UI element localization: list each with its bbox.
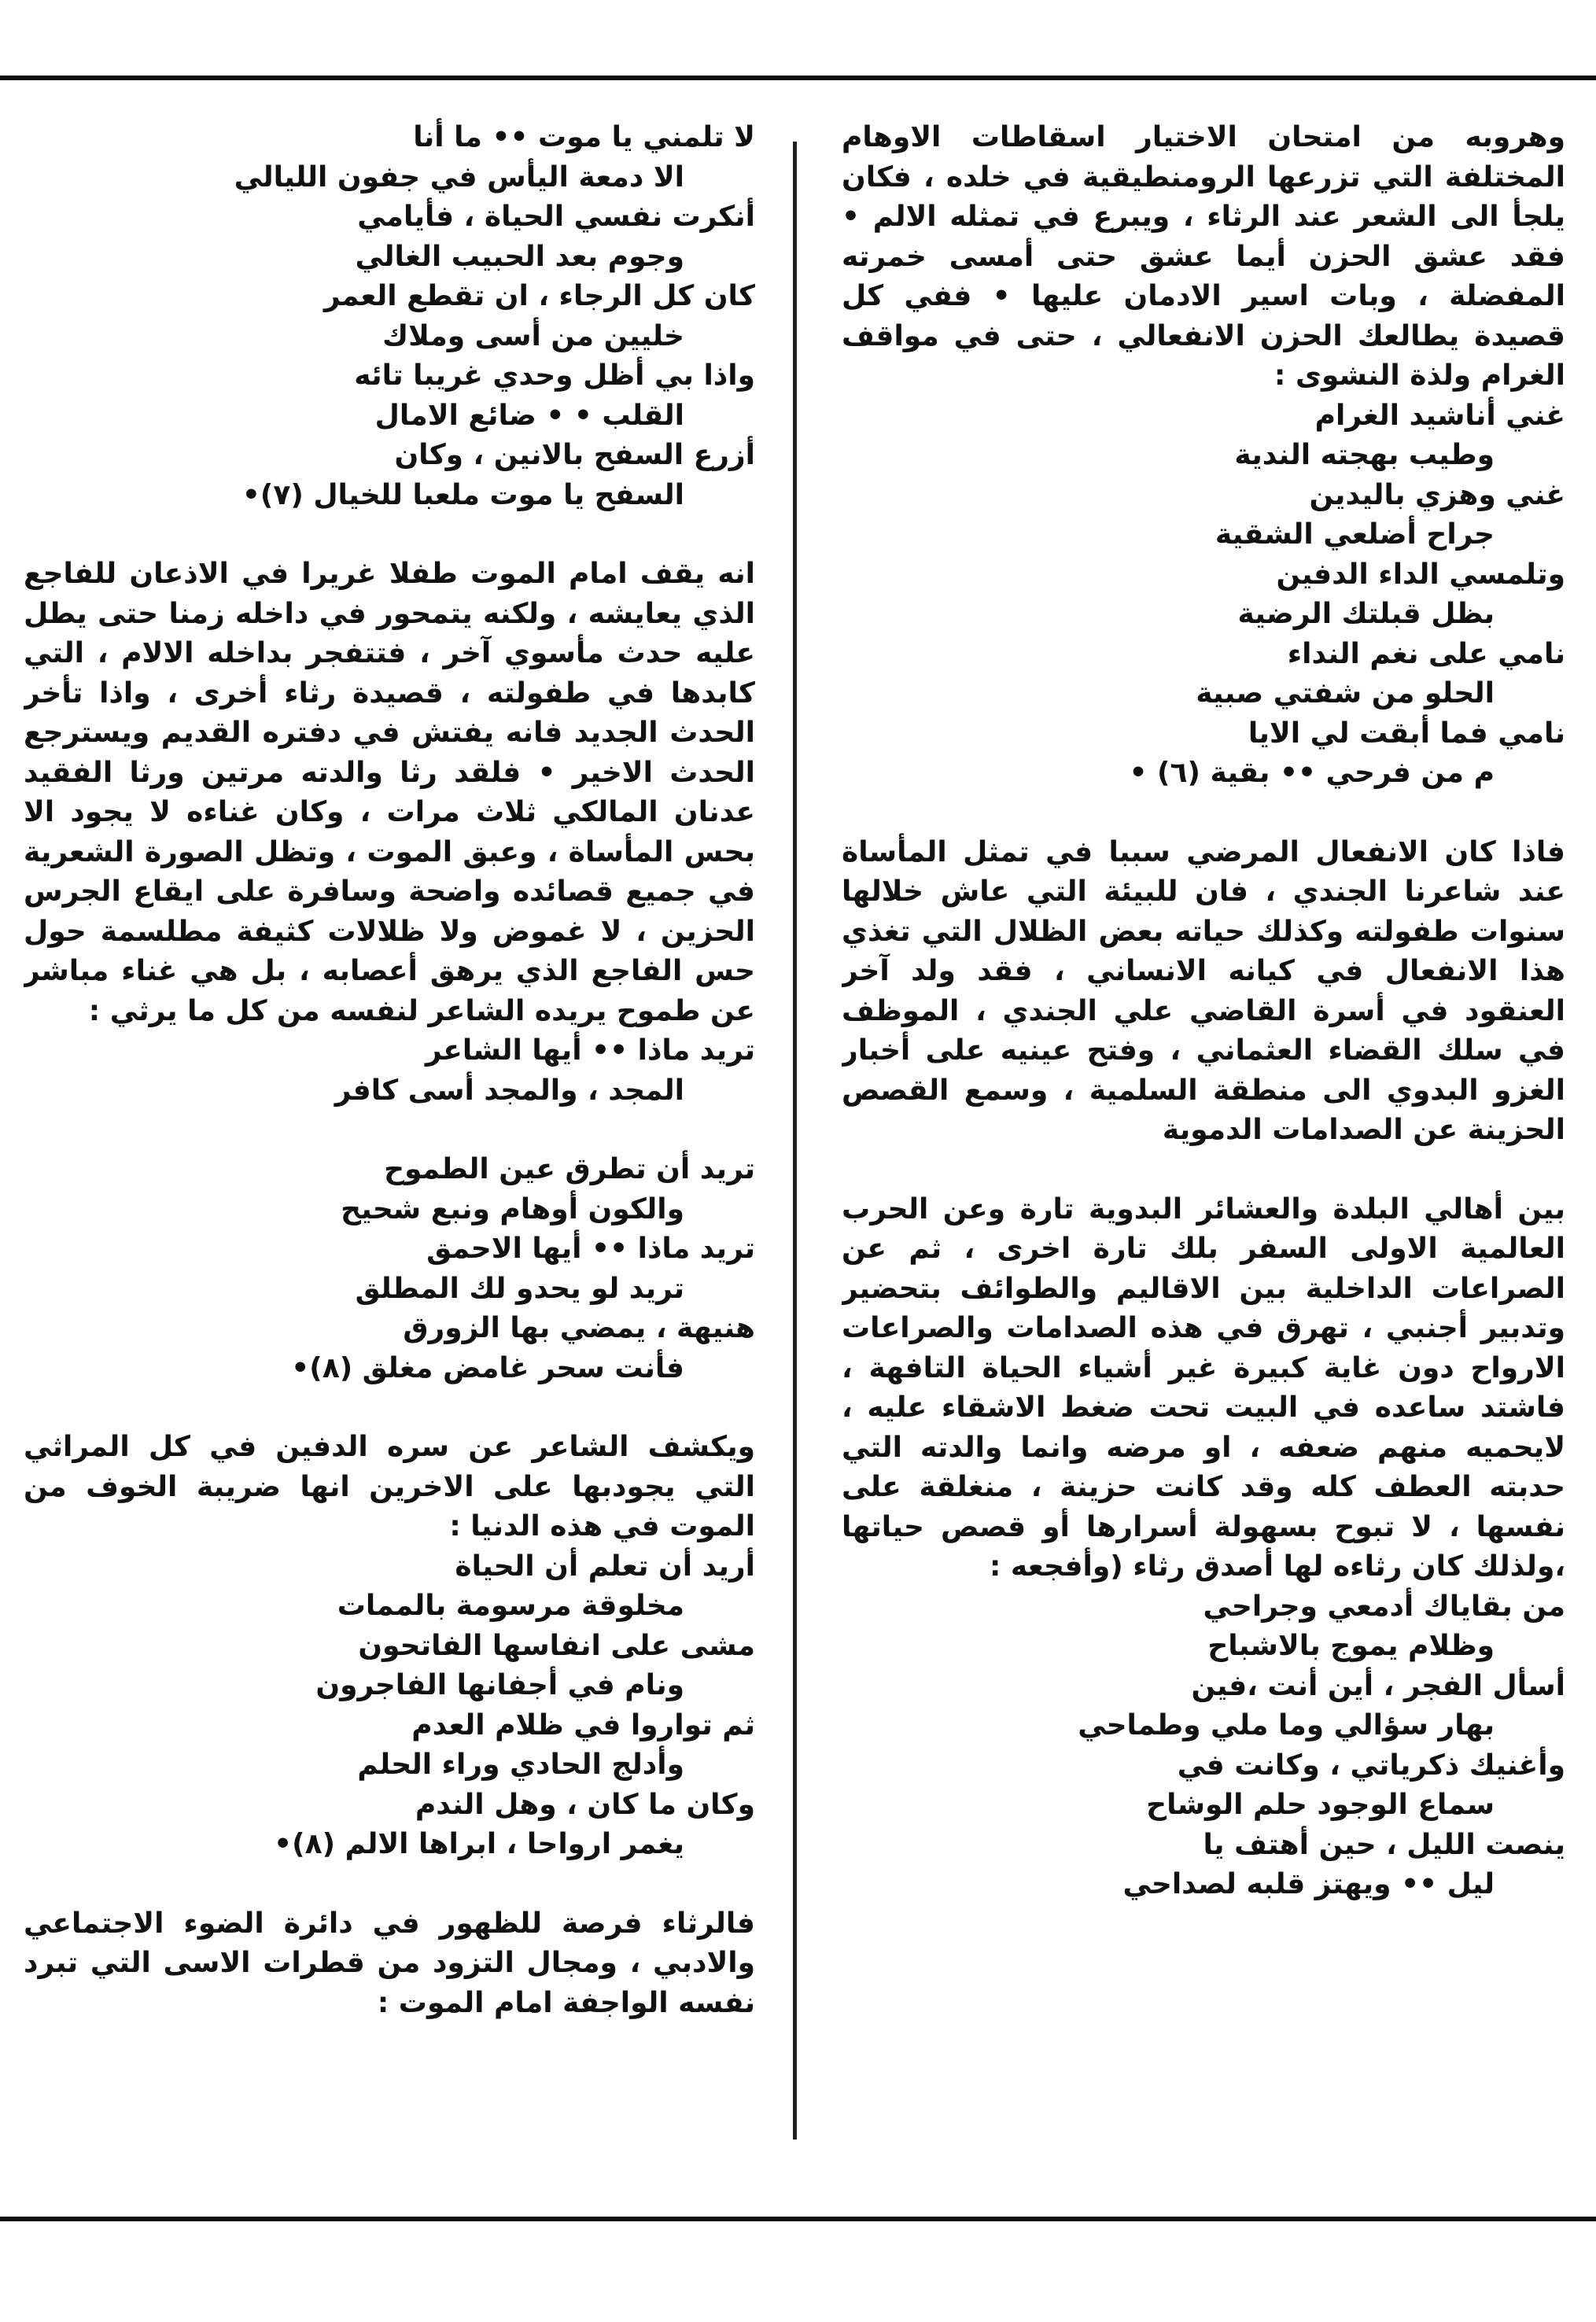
verse-line: وأغنيك ذكرياتي ، وكانت في <box>1177 1749 1565 1782</box>
verse-line: ثم تواروا في ظلام العدم <box>411 1708 755 1742</box>
paragraph: فالرثاء فرصة للظهور في دائرة الضوء الاجتماعي والادبي ، ومجال التزود من قطرات الاسى التي تبرد نفسه الواجفة امام الموت : <box>24 1907 755 2019</box>
paragraph-gap <box>842 794 1565 833</box>
verse-line: نامي على نغم النداء <box>1287 637 1565 670</box>
verse-line: مشى على انفاسها الفاتحون <box>358 1629 755 1662</box>
verse-line: الا دمعة اليأس في جفون الليالي <box>234 160 684 194</box>
paragraph-gap <box>24 1388 755 1428</box>
verse-line: جراح أضلعي الشقية <box>1215 518 1495 551</box>
verse-line: تريد ماذا •• أيها الاحمق <box>426 1233 755 1265</box>
paragraph-gap <box>24 515 755 555</box>
verse-line: أسأل الفجر ، أين أنت ،فين <box>1191 1669 1565 1702</box>
verse-line: وطيب بهجته الندية <box>1234 439 1495 471</box>
verse-line: أزرع السفح بالانين ، وكان <box>394 439 755 471</box>
right-column <box>842 118 1565 2195</box>
verse-line: ليل •• ويهتز قلبه لصداحي <box>1122 1868 1495 1900</box>
verse-line: وأدلج الحادي وراء الحلم <box>357 1749 684 1781</box>
verse-line: مخلوقة مرسومة بالممات <box>337 1590 684 1622</box>
verse-line: تريد ماذا •• أيها الشاعر <box>425 1034 755 1067</box>
verse-line: سماع الوجود حلم الوشاح <box>1146 1789 1495 1821</box>
verse-line: هنيهة ، يمضي بها الزورق <box>403 1312 755 1344</box>
verse-line: ينصت الليل ، حين أهتف يا <box>1203 1828 1565 1861</box>
paragraph: فاذا كان الانفعال المرضي سببا في تمثل المأساة عند شاعرنا الجندي ، فان للبيئة التي عاش خلالها سنوات طفولته وكذلك حياته بعض الظلال التي تغذي هذا الانفعال في كيانه الانساني ، فقد ولد آخر العنقود في أسرة القاضي علي الجندي ، الموظف في سلك القضاء العثماني ، وفتح عينيه على أخبار الغزو البدوي الى منطقة السلمية ، وسمع القصص الحزينة عن الصدامات الدموية <box>842 835 1565 1146</box>
verse-line: فأنت سحر غامض مغلق (٨)• <box>291 1351 684 1384</box>
verse-line: ونام في أجفانها الفاجرون <box>315 1669 684 1701</box>
verse-line: م من فرحي •• بقية (٦) • <box>1129 757 1495 789</box>
verse-line: المجد ، والمجد أسى كافر <box>334 1074 684 1107</box>
verse-line: من بقاياك أدمعي وجراحي <box>1203 1590 1565 1623</box>
verse-line: القلب • • ضائع الامال <box>374 399 684 432</box>
paragraph-gap <box>24 1111 755 1150</box>
paragraph: بين أهالي البلدة والعشائر البدوية تارة وعن الحرب العالمية الاولى السفر بلك تارة اخرى ، ثم عن الصراعات الداخلية بين الاقاليم والطوائف بتحضير وتدبير أجنبي ، تهرق في هذه الصدامات والصراعات الارواح دون غاية كبيرة غير أشياء الحياة التافهة ، فاشتد ساعده في البيت تحت ضغط الاشقاء عليه ، لايحميه منهم ضعفه ، او مرضه وانما والدته التي حدبته العطف كله وقد كانت حزينة ، منغلقة على نفسها ، لا تبوح بسهولة أسرارها أو قصص حياتها ،ولذلك كان رثاءه لها أصدق رثاء (وأفجعه : <box>842 1192 1565 1583</box>
paragraph: وهروبه من امتحان الاختيار اسقاطات الاوهام المختلفة التي تزرعها الرومنطيقية في خلده ، فكان يلجأ الى الشعر عند الرثاء ، ويبرع في تمثله الالم • فقد عشق الحزن أيما عشق حتى أمسى خمرته المفضلة ، وبات اسير الادمان عليها • ففي كل قصيدة يطالعك الحزن الانفعالي ، حتى في مواقف الغرام ولذة النشوى : <box>842 121 1565 392</box>
verse-line: الحلو من شفتي صبية <box>1196 677 1495 710</box>
verse-line: يغمر ارواحا ، ابراها الالم (٨)• <box>274 1828 684 1860</box>
top-rule <box>0 76 1596 80</box>
verse-line: وظلام يموج بالاشباح <box>1207 1630 1495 1662</box>
verse-line: أريد أن تعلم أن الحياة <box>455 1550 755 1583</box>
left-column <box>24 118 755 2195</box>
paragraph-gap <box>842 1151 1565 1190</box>
verse-line: والكون أوهام ونبع شحيح <box>341 1192 684 1226</box>
column-divider <box>793 142 797 2140</box>
verse-line: بظل قبلتك الرضية <box>1237 598 1495 630</box>
verse-line: خليين من أسى وملاك <box>382 319 684 352</box>
verse-line: وتلمسي الداء الدفين <box>1276 558 1565 591</box>
verse-line: تريد لو يحدو لك المطلق <box>355 1272 684 1305</box>
verse-line: نامي فما أبقت لي الايا <box>1248 717 1565 750</box>
verse-line: بهار سؤالي وما ملي وطماحي <box>1078 1709 1495 1742</box>
paragraph: انه يقف امام الموت طفلا غريرا في الاذعان للفاجع الذي يعايشه ، ولكنه يتمحور في داخله زمنا حتى يطل عليه حدث مأسوي آخر ، فتتفجر بداخله الالام ، التي كابدها في طفولته ، قصيدة رثاء أخرى ، واذا تأخر الحدث الجديد فانه يفتش في دفتره القديم ويسترجع الحدث الاخير • فلقد رثا والدته مرتين ورثا الفقيد عدنان المالكي ثلاث مرات ، وكان غناءه لا يجود الا بحس المأساة ، وعبق الموت ، وتظل الصورة الشعرية في جميع قصائده واضحة وسافرة على ايقاع الجرس الحزين ، لا غموض ولا ظلالات كثيفة مطلسمة حول حس الفاجع الذي يرهق أعصابه ، بل هي غناء مباشر عن طموح يريده الشاعر لنفسه من كل ما يرثي : <box>24 558 755 1027</box>
bottom-rule <box>0 2217 1596 2221</box>
verse-line: وجوم بعد الحبيب الغالي <box>355 240 684 273</box>
verse-line: غني وهزي باليدين <box>1309 478 1565 511</box>
verse-line: لا تلمني يا موت •• ما أنا <box>413 121 755 153</box>
verse-line: كان كل الرجاء ، ان تقطع العمر <box>323 280 755 312</box>
verse-line: السفح يا موت ملعبا للخيال (٧)• <box>241 478 684 511</box>
verse-line: تريد أن تطرق عين الطموح <box>384 1153 755 1185</box>
paragraph-gap <box>24 1865 755 1904</box>
verse-line: أنكرت نفسي الحياة ، فأيامي <box>357 201 755 233</box>
verse-line: واذا بي أظل وحدي غريبا تائه <box>354 359 755 392</box>
paragraph: ويكشف الشاعر عن سره الدفين في كل المراثي التي يجودبها على الاخرين انها ضريبة الخوف من الموت في هذه الدنيا : <box>24 1431 755 1542</box>
verse-line: وكان ما كان ، وهل الندم <box>415 1788 755 1821</box>
verse-line: غني أناشيد الغرام <box>1314 399 1565 432</box>
